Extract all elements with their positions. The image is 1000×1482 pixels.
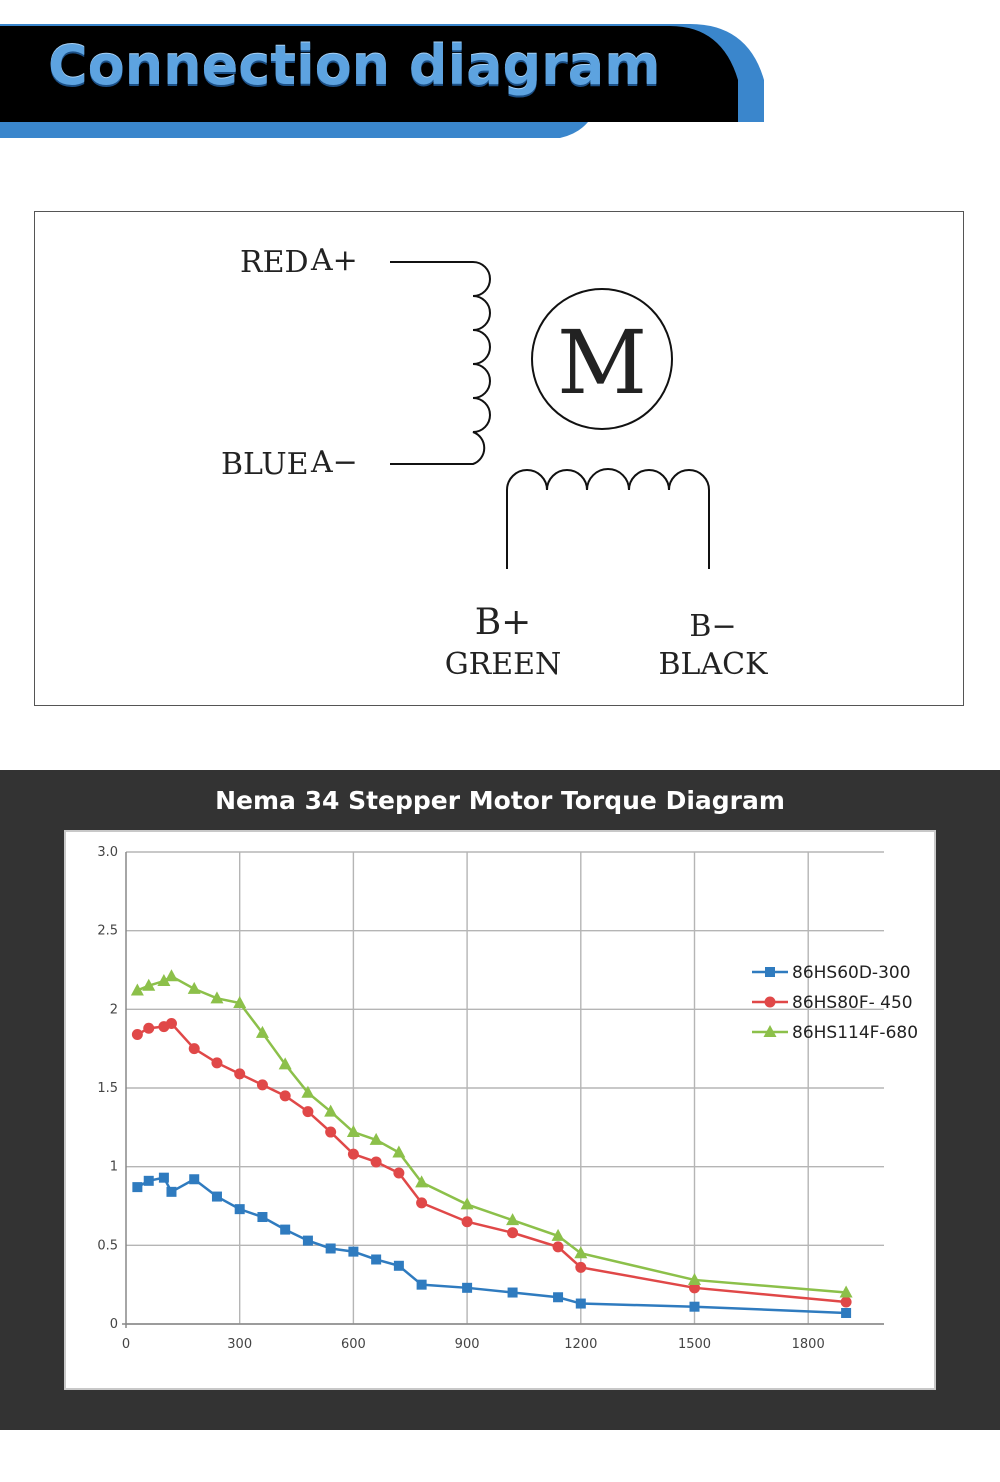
banner-accent-lower <box>0 122 588 138</box>
y-tick-label: 3.0 <box>97 845 118 860</box>
data-point <box>575 1262 586 1273</box>
legend-marker <box>765 997 776 1008</box>
data-point <box>326 1243 336 1253</box>
data-point <box>165 969 178 981</box>
data-point <box>188 982 201 994</box>
legend-label: 86HS114F-680 <box>792 1023 919 1043</box>
x-tick-label: 1500 <box>677 1337 712 1352</box>
y-tick-label: 1.5 <box>97 1081 118 1096</box>
data-point <box>234 1068 245 1079</box>
data-point <box>303 1236 313 1246</box>
data-point <box>159 1173 169 1183</box>
data-point <box>574 1246 587 1258</box>
b-plus-pin-label: B+ <box>474 602 532 643</box>
wiring-diagram <box>34 211 964 706</box>
data-point <box>690 1302 700 1312</box>
data-point <box>393 1167 404 1178</box>
section-banner <box>0 0 1000 150</box>
series-line <box>137 1023 846 1301</box>
data-point <box>257 1212 267 1222</box>
x-tick-label: 900 <box>454 1337 480 1352</box>
b-minus-pin-label: B− <box>689 609 737 644</box>
a-minus-color-label: BLUE <box>221 447 309 482</box>
phase-b-coil <box>507 469 709 569</box>
data-point <box>189 1174 199 1184</box>
data-point <box>417 1280 427 1290</box>
chart-grid <box>122 852 884 1328</box>
data-point <box>371 1156 382 1167</box>
motor-label: M <box>556 311 648 414</box>
chart-ticks <box>97 845 824 1352</box>
y-tick-label: 2.5 <box>97 923 118 939</box>
data-point <box>507 1227 518 1238</box>
b-minus-color-label: BLACK <box>658 647 768 682</box>
x-tick-label: 0 <box>121 1337 131 1352</box>
wiring-schematic <box>35 212 965 707</box>
data-point <box>211 1057 222 1068</box>
data-point <box>841 1308 851 1318</box>
data-point <box>462 1283 472 1293</box>
torque-chart <box>64 830 936 1390</box>
a-plus-color-label: RED <box>240 245 309 280</box>
legend-label: 86HS80F- 450 <box>792 993 913 1013</box>
data-point <box>189 1043 200 1054</box>
data-point <box>132 1182 142 1192</box>
page-title: Connection diagram <box>48 34 661 97</box>
y-tick-label: 0 <box>109 1317 118 1332</box>
legend-label: 86HS60D-300 <box>792 963 911 983</box>
y-tick-label: 1 <box>109 1159 118 1175</box>
data-point <box>416 1197 427 1208</box>
b-plus-color-label: GREEN <box>444 647 562 682</box>
legend-marker <box>765 967 775 977</box>
a-minus-pin-label: A− <box>311 445 358 480</box>
x-tick-label: 300 <box>227 1337 253 1352</box>
data-point <box>325 1127 336 1138</box>
legend-item <box>752 963 911 983</box>
data-point <box>235 1204 245 1214</box>
data-point <box>392 1146 405 1158</box>
data-point <box>166 1018 177 1029</box>
y-tick-label: 2 <box>109 1002 118 1018</box>
data-point <box>212 1192 222 1202</box>
chart-svg <box>66 832 934 1388</box>
data-point <box>143 1023 154 1034</box>
data-point <box>508 1288 518 1298</box>
x-tick-label: 600 <box>340 1337 366 1352</box>
a-plus-pin-label: A+ <box>311 243 358 278</box>
data-point <box>302 1106 313 1117</box>
data-point <box>132 1029 143 1040</box>
torque-panel <box>0 770 1000 1430</box>
x-tick-label: 1800 <box>791 1337 825 1352</box>
data-point <box>348 1247 358 1257</box>
data-point <box>371 1254 381 1264</box>
data-point <box>553 1292 563 1302</box>
data-point <box>394 1261 404 1271</box>
chart-title: Nema 34 Stepper Motor Torque Diagram <box>215 786 785 815</box>
data-point <box>462 1216 473 1227</box>
data-point <box>257 1079 268 1090</box>
data-point <box>348 1149 359 1160</box>
y-tick-label: 0.5 <box>97 1238 118 1254</box>
data-point <box>841 1296 852 1307</box>
data-point <box>553 1241 564 1252</box>
data-point <box>144 1176 154 1186</box>
legend-item <box>752 1023 918 1043</box>
data-point <box>576 1299 586 1309</box>
data-point <box>280 1090 291 1101</box>
x-tick-label: 1200 <box>564 1337 598 1352</box>
phase-a-coil <box>390 262 490 464</box>
chart-legend <box>752 963 918 1043</box>
data-point <box>166 1187 176 1197</box>
data-point <box>280 1225 290 1235</box>
